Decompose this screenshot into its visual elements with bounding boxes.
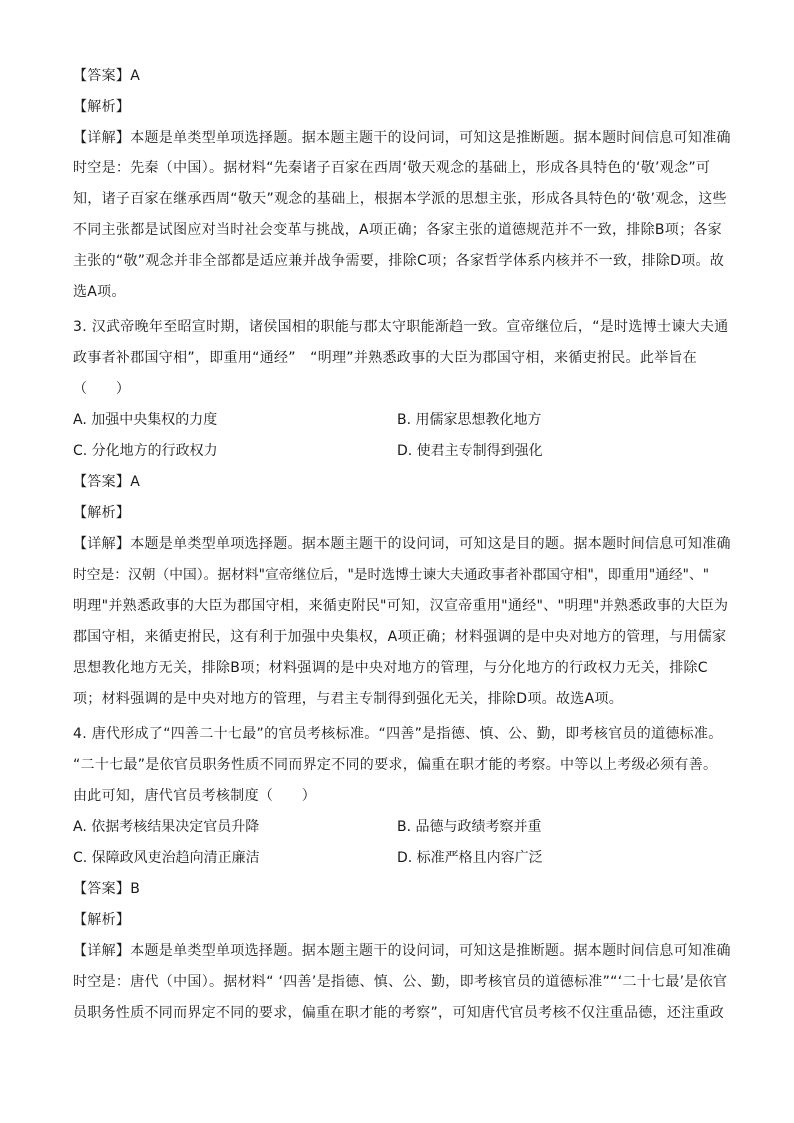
q3-detail-line: 项；材料强调的是中央对地方的管理，与君主专制得到强化无关，排除D项。故选A项。 [73, 691, 624, 707]
q3-answer: 【答案】A [73, 474, 141, 490]
q4-detail-line: 员职务性质不同而界定不同的要求，偏重在职才能的考察”，可知唐代官员考核不仅注重品德，还注重政 [73, 1005, 725, 1021]
q3-stem-line: 政事者补郡国守相”，即重用“通经” “明理”并熟悉政事的大臣为郡国守相，来循吏拊民。此举旨在 [73, 350, 698, 366]
q4-analysis-heading: 【解析】 [73, 912, 131, 928]
q2-answer: 【答案】A [73, 68, 141, 84]
q4-detail-line: 【详解】本题是单类型单项选择题。据本题主题干的设问词，可知这是推断题。据本题时间信息可知准确 [73, 943, 731, 959]
q3-detail-line: 时空是：汉朝（中国）。据材料"宣帝继位后，"是时选博士谏大夫通政事者补郡国守相"，即重用"通经"、" [73, 567, 710, 583]
q2-detail-line: 【详解】本题是单类型单项选择题。据本题主题干的设问词，可知这是推断题。据本题时间信息可知准确 [73, 130, 731, 146]
q2-detail-line: 时空是：先秦（中国）。据材料“先秦诸子百家在西周‘敬天观念的基础上，形成各具特色的‘敬’观念”可 [73, 160, 711, 176]
q4-option-d: D. 标准严格且内容广泛 [397, 850, 543, 866]
q4-stem-line: 4. 唐代形成了“四善二十七最”的官员考核标准。“四善”是指德、慎、公、勤，即考核官员的道德标准。 [73, 726, 723, 742]
q4-stem-line: 由此可知，唐代官员考核制度（ ） [73, 788, 317, 804]
q4-option-b: B. 品德与政绩考察并重 [397, 819, 542, 835]
q3-stem-line: （ ） [73, 381, 131, 397]
q3-detail-line: 思想教化地方无关，排除B项；材料强调的是中央对地方的管理，与分化地方的行政权力无关，排除C [73, 660, 708, 676]
q4-stem-line: “二十七最”是依官员职务性质不同而界定不同的要求，偏重在职才能的考察。中等以上考级必须有善。 [73, 757, 718, 773]
q3-option-c: C. 分化地方的行政权力 [73, 443, 218, 459]
q3-detail-line: 郡国守相，来循吏拊民，这有利于加强中央集权，A项正确；材料强调的是中央对地方的管理，与用儒家 [73, 629, 727, 645]
q4-option-c: C. 保障政风吏治趋向清正廉洁 [73, 850, 260, 866]
q3-option-b: B. 用儒家思想教化地方 [397, 412, 542, 428]
q2-detail-line: 主张的“敬”观念并非全部都是适应兼并战争需要，排除C项；各家哲学体系内核并不一致，排除D项。故 [73, 253, 725, 269]
q3-analysis-heading: 【解析】 [73, 505, 131, 521]
q4-option-a: A. 依据考核结果决定官员升降 [73, 819, 260, 835]
q3-stem-line: 3. 汉武帝晚年至昭宣时期，诸侯国相的职能与郡太守职能渐趋一致。宣帝继位后，“是时选博士谏大夫通 [73, 319, 729, 335]
q4-detail-line: 时空是：唐代（中国）。据材料“ ‘四善’是指德、慎、公、勤，即考核官员的道德标准”“‘二十七最’是依官 [73, 974, 728, 990]
q2-detail-line: 选A项。 [73, 284, 126, 300]
q3-detail-line: 【详解】本题是单类型单项选择题。据本题主题干的设问词，可知这是目的题。据本题时间信息可知准确 [73, 536, 731, 552]
q3-option-a: A. 加强中央集权的力度 [73, 412, 218, 428]
q2-detail-line: 知，诸子百家在继承西周“敬天”观念的基础上，根据本学派的思想主张，形成各具特色的‘敬’观念，这些 [73, 191, 727, 207]
q2-analysis-heading: 【解析】 [73, 99, 131, 115]
q2-detail-line: 不同主张都是试图应对当时社会变革与挑战，A项正确；各家主张的道德规范并不一致，排除B项；各家 [73, 222, 722, 238]
q4-answer: 【答案】B [73, 881, 141, 897]
q3-option-d: D. 使君主专制得到强化 [397, 443, 543, 459]
q3-detail-line: 明理"并熟悉政事的大臣为郡国守相，来循吏附民"可知，汉宣帝重用"通经"、"明理"并熟悉政事的大臣为 [73, 598, 729, 614]
